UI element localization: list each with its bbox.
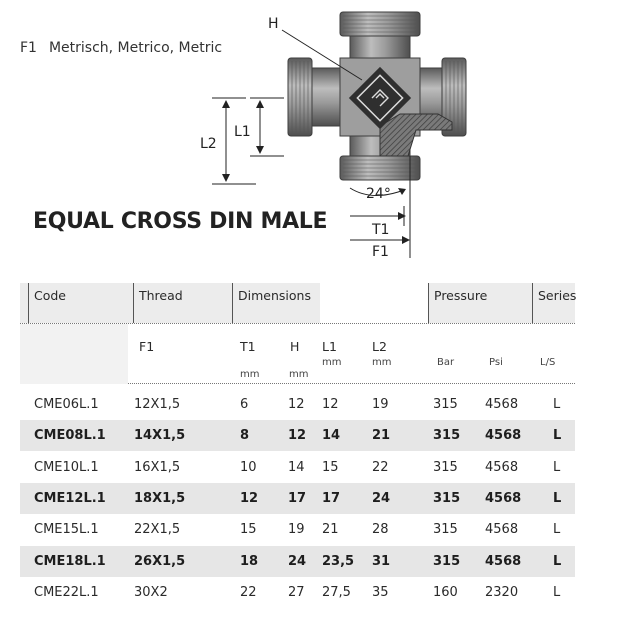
- cell-h: 12: [288, 397, 305, 412]
- col-h: H: [290, 339, 300, 354]
- cell-h: 19: [288, 522, 305, 538]
- col-l1: L1: [322, 339, 337, 354]
- cell-code: CME18L.1: [34, 553, 106, 569]
- label-l1: L1: [234, 124, 251, 140]
- col-t1: T1: [240, 339, 256, 354]
- col-bar: Bar: [437, 357, 455, 368]
- cell-psi: 4568: [485, 553, 522, 569]
- cell-t1: 8: [240, 428, 250, 444]
- label-angle: 24°: [366, 186, 391, 202]
- table-row: [20, 483, 575, 514]
- cell-f1: 30X2: [134, 584, 168, 600]
- cell-l1: 12: [322, 397, 339, 412]
- cell-l1: 21: [322, 522, 339, 538]
- col-psi: Psi: [489, 357, 503, 368]
- label-h: H: [268, 16, 279, 32]
- cell-bar: 315: [433, 428, 461, 444]
- cell-l2: 31: [372, 553, 391, 569]
- cell-ls: L: [553, 459, 561, 475]
- cell-psi: 4568: [485, 522, 519, 538]
- cell-l2: 21: [372, 428, 391, 444]
- cell-t1: 10: [240, 459, 257, 475]
- group-dimensions: Dimensions: [238, 288, 311, 303]
- unit-l1: mm: [322, 357, 342, 368]
- thread-type-key: F1: [20, 40, 37, 56]
- table-row: [20, 420, 575, 451]
- cell-f1: 12X1,5: [134, 397, 181, 412]
- cell-ls: L: [553, 397, 561, 412]
- cell-l1: 23,5: [322, 553, 355, 569]
- table-row: [20, 514, 575, 545]
- group-series: Series: [538, 288, 577, 303]
- product-table: [20, 283, 575, 613]
- cell-psi: 4568: [485, 397, 519, 412]
- col-l2: L2: [372, 339, 387, 354]
- cell-h: 14: [288, 459, 305, 475]
- cell-bar: 315: [433, 490, 461, 506]
- cell-f1: 22X1,5: [134, 522, 181, 538]
- unit-h: mm: [289, 369, 309, 380]
- cell-ls: L: [553, 490, 562, 506]
- cell-bar: 315: [433, 397, 458, 412]
- cell-psi: 4568: [485, 428, 522, 444]
- cell-l2: 22: [372, 459, 389, 475]
- label-f1: F1: [372, 244, 389, 260]
- cell-l2: 35: [372, 584, 389, 600]
- cell-code: CME06L.1: [34, 397, 99, 412]
- col-ls: L/S: [540, 357, 556, 368]
- cell-h: 27: [288, 584, 305, 600]
- label-t1: T1: [372, 222, 390, 238]
- cell-t1: 6: [240, 397, 249, 412]
- cell-bar: 315: [433, 522, 458, 538]
- cell-ls: L: [553, 428, 562, 444]
- cell-psi: 4568: [485, 459, 519, 475]
- group-thread: Thread: [139, 288, 183, 303]
- cell-code: CME22L.1: [34, 584, 99, 600]
- cell-ls: L: [553, 584, 561, 600]
- cell-l2: 24: [372, 490, 391, 506]
- cell-t1: 15: [240, 522, 257, 538]
- cell-f1: 26X1,5: [134, 553, 186, 569]
- cell-bar: 160: [433, 584, 458, 600]
- cell-code: CME12L.1: [34, 490, 106, 506]
- cell-l2: 28: [372, 522, 389, 538]
- table-row: [20, 452, 575, 483]
- table-row: [20, 577, 575, 608]
- cell-code: CME15L.1: [34, 522, 99, 538]
- unit-t1: mm: [240, 369, 260, 380]
- cell-l1: 27,5: [322, 584, 351, 600]
- table-row: [20, 389, 575, 420]
- cell-t1: 12: [240, 490, 259, 506]
- cell-f1: 16X1,5: [134, 459, 181, 475]
- cell-ls: L: [553, 522, 561, 538]
- cell-code: CME10L.1: [34, 459, 99, 475]
- cell-psi: 2320: [485, 584, 519, 600]
- cell-h: 12: [288, 428, 307, 444]
- unit-l2: mm: [372, 357, 392, 368]
- page-title: EQUAL CROSS DIN MALE: [33, 209, 328, 234]
- cell-bar: 315: [433, 553, 461, 569]
- cell-code: CME08L.1: [34, 428, 106, 444]
- cell-h: 17: [288, 490, 307, 506]
- cell-l1: 17: [322, 490, 341, 506]
- group-pressure: Pressure: [434, 288, 488, 303]
- group-code: Code: [34, 288, 67, 303]
- cell-ls: L: [553, 553, 562, 569]
- cell-t1: 18: [240, 553, 259, 569]
- col-f1: F1: [139, 339, 155, 354]
- label-l2: L2: [200, 136, 217, 152]
- cell-bar: 315: [433, 459, 458, 475]
- cell-l1: 14: [322, 428, 341, 444]
- cell-psi: 4568: [485, 490, 522, 506]
- cell-l2: 19: [372, 397, 389, 412]
- cell-l1: 15: [322, 459, 339, 475]
- cell-h: 24: [288, 553, 307, 569]
- table-row: [20, 546, 575, 577]
- cell-f1: 14X1,5: [134, 428, 186, 444]
- cell-f1: 18X1,5: [134, 490, 186, 506]
- cell-t1: 22: [240, 584, 257, 600]
- thread-type-text: Metrisch, Metrico, Metric: [48, 40, 223, 56]
